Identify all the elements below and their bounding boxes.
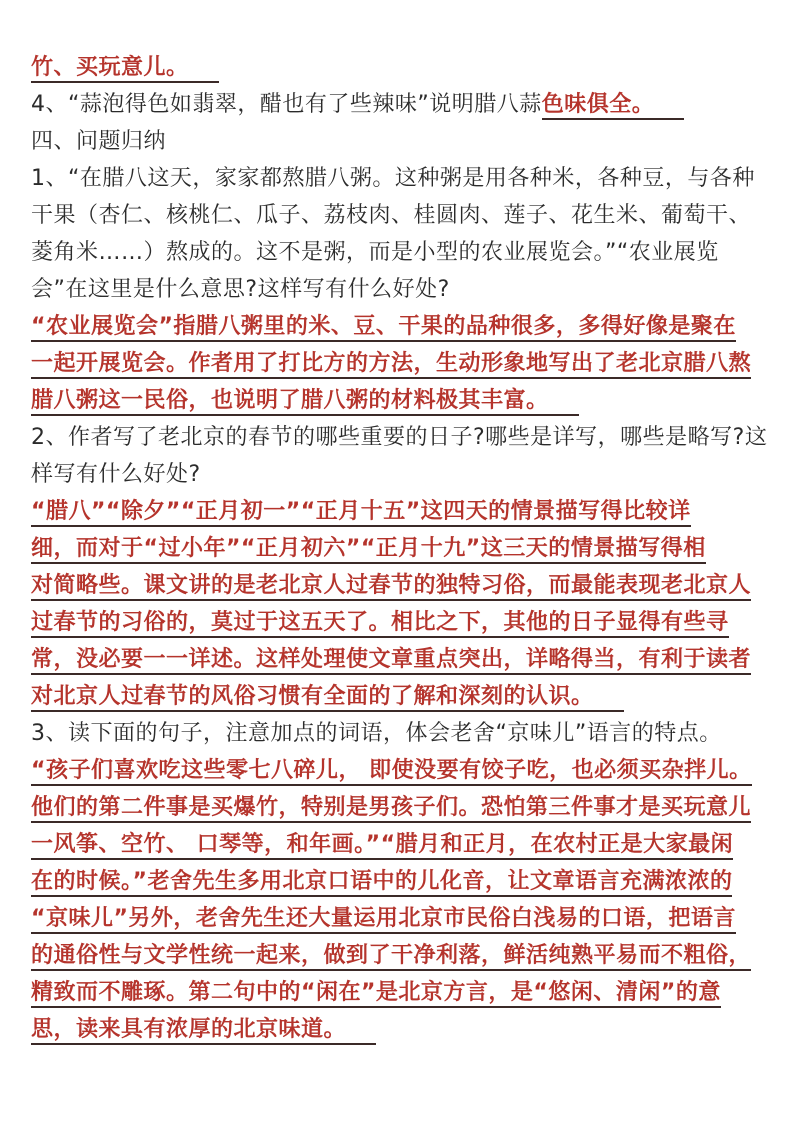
answer-text-segment: 对简略些。课文讲的是老北京人过春节的独特习俗，而最能表现老北京人 [31, 573, 751, 601]
text-line [31, 345, 775, 382]
text-line [31, 937, 775, 974]
text-line [31, 715, 775, 752]
text-line [31, 1011, 775, 1048]
question-text-segment: 干果（杏仁、核桃仁、瓜子、荔枝肉、桂圆肉、莲子、花生米、葡萄干、 [31, 203, 752, 228]
question-text-segment: 样写有什么好处? [31, 462, 201, 487]
text-line [31, 752, 775, 789]
text-line [31, 123, 775, 160]
answer-text-segment: 细，而对于“过小年”“正月初六”“正月十九”这三天的情景描写得相 [31, 536, 706, 564]
answer-text-segment: 色味俱全。 [542, 92, 685, 120]
answer-text-segment: “京味儿”另外，老舍先生还大量运用北京市民俗白浅易的口语，把语言 [31, 906, 736, 934]
text-line [31, 567, 775, 604]
text-line [31, 678, 775, 715]
text-line [31, 382, 775, 419]
question-text-segment: 4、“蒜泡得色如翡翠，醋也有了些辣味”说明腊八蒜 [31, 92, 542, 117]
answer-text-segment: 在的时候。”老舍先生多用北京口语中的儿化音，让文章语言充满浓浓的 [31, 869, 732, 897]
text-line [31, 456, 775, 493]
text-line [31, 49, 775, 86]
question-text-segment: 1、“在腊八这天，家家都熬腊八粥。这种粥是用各种米，各种豆，与各种 [31, 166, 755, 191]
answer-text-segment: 对北京人过春节的风俗习惯有全面的了解和深刻的认识。 [31, 684, 624, 712]
answer-text-segment: 思，读来具有浓厚的北京味道。 [31, 1017, 376, 1045]
text-line [31, 197, 775, 234]
text-line [31, 419, 775, 456]
text-line [31, 863, 775, 900]
answer-text-segment: “腊八”“除夕”“正月初一”“正月十五”这四天的情景描写得比较详 [31, 499, 691, 527]
answer-text-segment: 一起开展览会。作者用了打比方的方法，生动形象地写出了老北京腊八熬 [31, 351, 751, 379]
answer-text-segment: 的通俗性与文学性统一起来，做到了干净利落，鲜活纯熟平易而不粗俗， [31, 943, 751, 971]
question-text-segment: 四、问题归纳 [31, 129, 167, 154]
text-line [31, 271, 775, 308]
answer-text-segment: 他们的第二件事是买爆竹，特别是男孩子们。恐怕第三件事才是买玩意儿 [31, 795, 751, 823]
text-line [31, 826, 775, 863]
answer-text-segment: 一风筝、空竹、 口琴等，和年画。”“腊月和正月，在农村正是大家最闲 [31, 832, 733, 860]
answer-text-segment: 竹、买玩意儿。 [31, 55, 219, 83]
text-line [31, 641, 775, 678]
text-line [31, 974, 775, 1011]
text-line [31, 234, 775, 271]
answer-text-segment: 常，没必要一一详述。这样处理使文章重点突出，详略得当，有利于读者 [31, 647, 751, 675]
answer-text-segment: 腊八粥这一民俗，也说明了腊八粥的材料极其丰富。 [31, 388, 579, 416]
answer-text-segment: “农业展览会”指腊八粥里的米、豆、干果的品种很多，多得好像是聚在 [31, 314, 736, 342]
answer-text-segment: 过春节的习俗的，莫过于这五天了。相比之下，其他的日子显得有些寻 [31, 610, 729, 638]
text-line [31, 530, 775, 567]
text-line [31, 789, 775, 826]
question-text-segment: 2、作者写了老北京的春节的哪些重要的日子?哪些是详写，哪些是略写?这 [31, 425, 768, 450]
text-line [31, 604, 775, 641]
text-line [31, 493, 775, 530]
question-text-segment: 会”在这里是什么意思?这样写有什么好处? [31, 277, 450, 302]
question-text-segment: 菱角米……）熬成的。这不是粥，而是小型的农业展览会。”“农业展览 [31, 240, 719, 265]
question-text-segment: 3、读下面的句子，注意加点的词语，体会老舍“京味儿”语言的特点。 [31, 721, 722, 746]
text-line [31, 900, 775, 937]
text-line [31, 86, 775, 123]
text-line [31, 308, 775, 345]
text-line [31, 160, 775, 197]
answer-text-segment: “孩子们喜欢吃这些零七八碎儿， 即使没要有饺子吃，也必须买杂拌儿。 [31, 758, 752, 786]
answer-text-segment: 精致而不雕琢。第二句中的“闲在”是北京方言，是“悠闲、清闲”的意 [31, 980, 721, 1008]
